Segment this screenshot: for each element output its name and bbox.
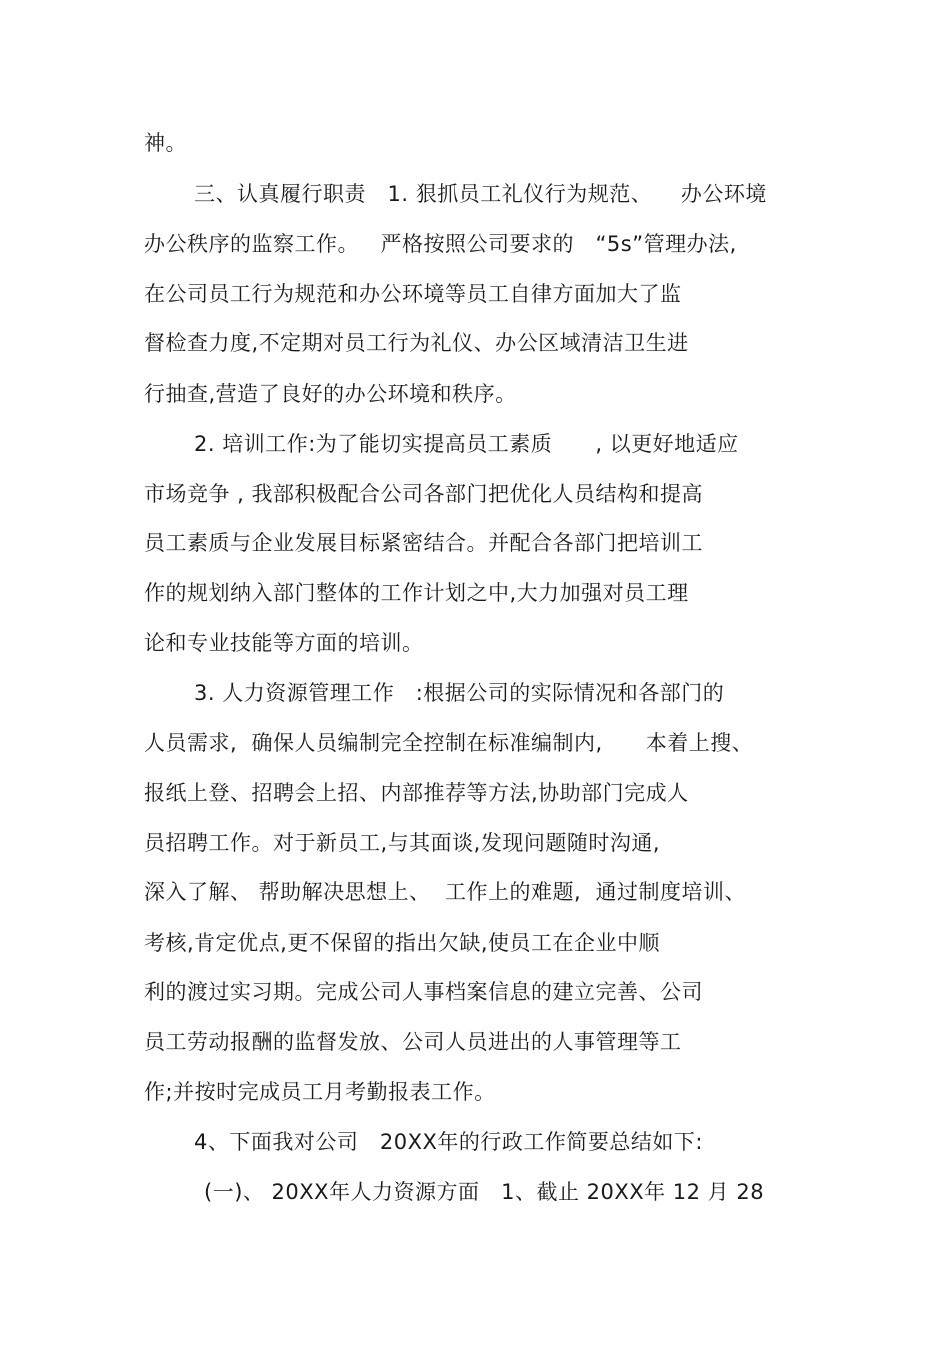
text-line: 行抽查,营造了良好的办公环境和秩序。	[144, 382, 517, 406]
text-line: 办公秩序的监察工作。 严格按照公司要求的 “5s”管理办法,	[144, 232, 737, 256]
text-line: 论和专业技能等方面的培训。	[144, 631, 424, 655]
text-line: 报纸上登、招聘会上招、内部推荐等方法,协助部门完成人	[144, 781, 689, 805]
text-line: 员工劳动报酬的监督发放、公司人员进出的人事管理等工	[144, 1030, 682, 1054]
text-line: 作的规划纳入部门整体的工作计划之中,大力加强对员工理	[144, 581, 689, 605]
paragraph-start-line: 3. 人力资源管理工作 :根据公司的实际情况和各部门的	[194, 681, 725, 705]
text-line: 深入了解、 帮助解决思想上、 工作上的难题, 通过制度培训、	[144, 880, 747, 904]
text-line: 考核,肯定优点,更不保留的指出欠缺,使员工在企业中顺	[144, 931, 661, 955]
text-line: 人员需求, 确保人员编制完全控制在标准编制内, 本着上搜、	[144, 731, 754, 755]
text-line: 神。	[144, 131, 187, 155]
text-line: 作;并按时完成员工月考勤报表工作。	[144, 1080, 496, 1104]
text-line: 市场竞争 , 我部积极配合公司各部门把优化人员结构和提高	[144, 482, 704, 506]
text-line: 员工素质与企业发展目标紧密结合。并配合各部门把培训工	[144, 531, 703, 555]
text-line: 督检查力度,不定期对员工行为礼仪、办公区域清洁卫生进	[144, 331, 689, 355]
paragraph-start-line: 2. 培训工作:为了能切实提高员工素质 , 以更好地适应	[194, 432, 739, 456]
text-line: 利的渡过实习期。完成公司人事档案信息的建立完善、公司	[144, 980, 703, 1004]
subsection-heading-line: (一)、 20XX年人力资源方面 1、截止 20XX年 12 月 28	[204, 1180, 765, 1204]
paragraph-start-line: 4、下面我对公司 20XX年的行政工作简要总结如下:	[194, 1130, 703, 1154]
section-heading-line: 三、认真履行职责 1. 狠抓员工礼仪行为规范、 办公环境	[194, 182, 767, 206]
text-line: 员招聘工作。对于新员工,与其面谈,发现问题随时沟通,	[144, 831, 661, 855]
text-line: 在公司员工行为规范和办公环境等员工自律方面加大了监	[144, 282, 682, 306]
